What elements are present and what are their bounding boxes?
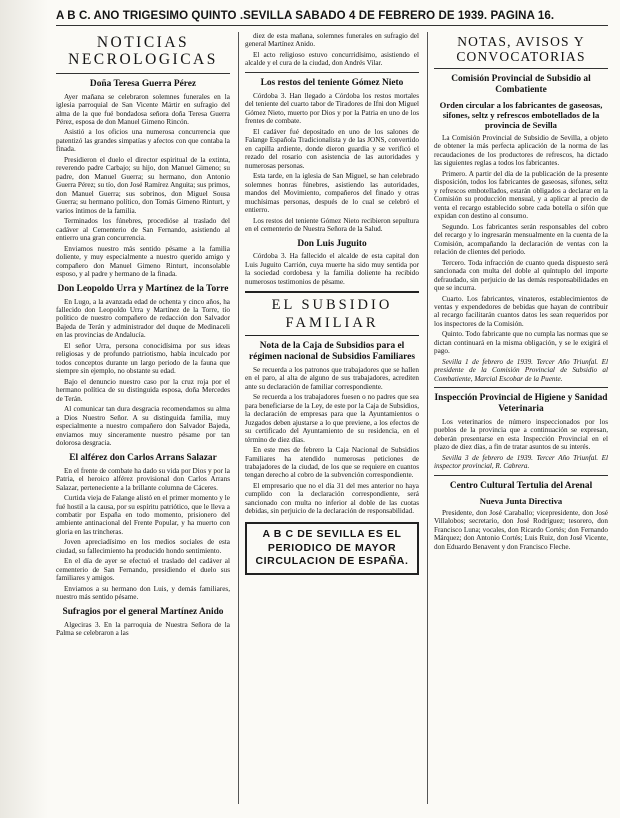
divider <box>245 72 419 73</box>
divider <box>434 475 608 476</box>
paragraph: El empresario que no el día 31 del mes anterior no haya cumplido con la declaración correspondiente, será sancionado con multa no inferior al doble de las cuotas debidas, sin perjuicio de la declaración de responsabilidad. <box>245 481 419 516</box>
article-title: Los restos del teniente Gómez Nieto <box>260 77 404 88</box>
paragraph: diez de esta mañana, solemnes funerales en sufragio del general Martínez Anido. <box>245 32 419 49</box>
paragraph: La Comisión Provincial de Subsidio de Sevilla, a objeto de obtener la más perfecta aplicación de la norma de las recaudaciones de los productores de refrescos, ha dictado las siguientes reglas a todos los fabricantes. <box>434 133 608 168</box>
section-title-necrologicas: NOTICIAS NECROLOGICAS <box>68 34 218 69</box>
paragraph: Terminados los fúnebres, procedióse al traslado del cadáver al Cementerio de San Fernando, asistiendo al entierro una gran concurrencia. <box>56 217 230 243</box>
paragraph: Los restos del teniente Gómez Nieto recibieron sepultura en el cementerio de Nuestra Señora de la Salud. <box>245 216 419 234</box>
divider <box>434 387 608 388</box>
paragraph: En el día de ayer se efectuó el traslado del cadáver al cementerio de San Fernando, presidiendo el duelo sus familiares y amigos. <box>56 557 230 583</box>
paragraph: Se recuerda a los patronos que trabajadores que se hallen en el paro, al alta de alguno de sus trabajadores, acrediten ante su declaración de familiar correspondiente. <box>245 365 419 391</box>
paragraph: El señor Urra, persona conocidísima por sus ideas religiosas y de profundo patriotismo, había inculcado por todos conceptos durante un largo periodo de la fauna que siempre sin ejemplo, no obstante su edad. <box>56 341 230 376</box>
paragraph: Presidente, don José Caraballo; vicepresidente, don José Villalobos; secretario, don José Rodríguez; tesorero, don Francisco Luna; vocales, don Ricardo Cortés; don Fernando Márquez; don Antonio Cortés; Luis Ruiz, don José Vicente, don Eduardo Benavent y don Francisco Fleche. <box>434 509 608 551</box>
paragraph: Córdoba 3. Ha fallecido el alcalde de esta capital don Luis Juguito Carrión, cuya muerte ha sido muy sentida por la sociedad cordobesa y la familia doliente ha recibido numerosos testimonios de pésame. <box>245 252 419 286</box>
paragraph: En este mes de febrero la Caja Nacional de Subsidios Familiares ha atendido numerosas peticiones de trabajadores de la ciudad, de los que se requiere en cuantos tengan derecho al cobro de la subvención correspondiente. <box>245 446 419 480</box>
paragraph: Quinto. Todo fabricante que no cumpla las normas que se dictan continuará en la misma obligación, y se le exigirá el pago. <box>434 330 608 356</box>
page-gutter <box>0 0 48 818</box>
divider <box>56 73 230 74</box>
obituary-title: Doña Teresa Guerra Pérez <box>89 78 197 89</box>
paragraph: Esta tarde, en la iglesia de San Miguel, se han celebrado solemnes honras fúnebres, asistiendo las autoridades, mandos del Movimiento, compañeros del finado y otras muchísimas personas, después de lo cual se celebró el entierro. <box>245 172 419 215</box>
article-title: Don Luis Juguito <box>297 238 367 249</box>
article-title: Centro Cultural Tertulia del Arenal <box>449 480 593 491</box>
columns <box>56 32 608 804</box>
signature: Sevilla 1 de febrero de 1939. Tercer Año Triunfal. El presidente de la Comisión Provincial de Subsidio al Combatiente, Marcial Escobar de la Puente. <box>434 357 608 383</box>
column-middle <box>238 32 419 804</box>
obituary-title: Sufragios por el general Martínez Anido <box>62 606 224 617</box>
paragraph: Curtida vieja de Falange alistó en el primer momento y le fué hostil a la causa, por su espíritu patriótico, que le lleva a combatir por España en todo momento, prisionero del ambiente antinacional del Frente Popular, y ha muerto con gloria en las trincheras. <box>56 494 230 536</box>
section-title-avisos: NOTAS, AVISOS Y CONVOCATORIAS <box>456 34 586 65</box>
article-title: Inspección Provincial de Higiene y Sanidad Veterinaria <box>434 393 608 415</box>
column-right <box>427 32 608 804</box>
paragraph: El acto religioso estuvo concurridísimo, asistiendo el alcalde y el cura de la ciudad, don Andrés Vilar. <box>245 50 419 68</box>
paragraph: Bajo el denuncio nuestro caso por la cruz roja por el hermano política de su distinguida esposa, doña Mercedes de Terán. <box>56 377 230 403</box>
paragraph: Presidieron el duelo el director espiritual de la extinta, reverendo padre Carbajo; su hijo, don Manuel Gimeno; su padre, don Manuel Guerra; su hermano, don Antonio Guerra Pérez; su tío, don José Ramírez Anguita; sus primos, don Manuel Guerra; sus sobrinos, don Miguel Sousa Guerra; su hermano político, don Tomás Gimeno Rinturt, y varios íntimos de la familia. <box>56 155 230 215</box>
article-subtitle: Orden circular a los fabricantes de gaseosas, sifones, seltz y refrescos embotellados de la provincia de Sevilla <box>439 99 603 131</box>
paragraph: Cuarto. Los fabricantes, vinateros, establecimientos de ventas y expendedores de bebidas que hayan de contribuir al recargo facilitarán cuantos datos les sean requeridos por los inspectores de la Comisión. <box>434 294 608 328</box>
paragraph: Córdoba 3. Han llegado a Córdoba los restos mortales del teniente del cuarto tabor de Tiradores de Ifni don Miguel Gómez Nieto, muerto por Dios y por la Patria en uno de los frentes de combate. <box>245 91 419 126</box>
article-title: Comisión Provincial de Subsidio al Combatiente <box>451 74 591 96</box>
paragraph: Tercero. Toda infracción de cuanto queda dispuesto será sancionada con multa del doble al quíntuplo del importe defraudado, sin perjuicio de las demás responsabilidades en que se incurra. <box>434 258 608 293</box>
divider <box>434 68 608 69</box>
signature: Sevilla 3 de febrero de 1939. Tercer Año Triunfal. El inspector provincial, R. Cabrera. <box>434 453 608 471</box>
paragraph: Al comunicar tan dura desgracia recomendamos su alma a Dios Nuestro Señor. A su distinguida familia, muy especialmente a nuestro compañero don Salvador Bajeda, enviamos muy sinceramente nuestro pésame por tan dolorosa desgracia. <box>56 405 230 448</box>
paragraph: El cadáver fué depositado en uno de los salones de Falange Española Tradicionalista y de las JONS, convertido en capilla ardiente, donde dieron guardia y se verificó el rezado del rosario con asistencia de las autoridades y numerosas personas. <box>245 127 419 170</box>
obituary-title: El alférez don Carlos Arrans Salazar <box>69 452 217 463</box>
advertisement-box: A B C DE SEVILLA ES EL PERIODICO DE MAYOR CIRCULACION DE ESPAÑA. <box>245 522 419 575</box>
article-subtitle: Nueva Junta Directiva <box>479 495 563 506</box>
paragraph: Los veterinarios de número inspeccionados por los pueblos de la provincia que a continuación se expresan, deberán presentarse en esta Inspección Provincial en el plazo de diez días, a fin de tratar asuntos de su interés. <box>434 417 608 452</box>
paragraph: Segundo. Los fabricantes serán responsables del cobro del recargo y lo ingresarán mensualmente en la cuenta de la Comisión, acompañando la declaración de ventas con la relación de clientes del periodo. <box>434 222 608 257</box>
paragraph: Enviamos a su hermano don Luis, y demás familiares, nuestro más sentido pésame. <box>56 584 230 602</box>
article-title: Nota de la Caja de Subsidios para el régimen nacional de Subsidios Familiares <box>249 341 415 362</box>
paragraph: Se recuerda a los trabajadores fuesen o no padres que sea para beneficiarse de la Ley, de este por la Caja de Subsidios, la declaración de empresas para que la Ayuntamientos o Juzgados deben ajustarse a lo que previene, a los efectos de su certificado del Ayuntamiento de su residencia, en el término de diez días. <box>245 393 419 444</box>
paragraph: Algeciras 3. En la parroquia de Nuestra Señora de la Palma se celebraron a las <box>56 620 230 638</box>
subsidio-title: EL SUBSIDIO FAMILIAR <box>271 297 393 331</box>
page-header: A B C. AÑO TRIGESIMO QUINTO .SEVILLA SABADO 4 DE FEBRERO DE 1939. PAGINA 16. <box>56 10 608 26</box>
paragraph: Ayer mañana se celebraron solemnes funerales en la iglesia parroquial de San Vicente Mártir en sufragio del alma de la que fué bondadosa señora doña Teresa Guerra Pérez, esposa de don Manuel Gimeno Rincón. <box>56 92 230 126</box>
subsidio-box <box>245 291 419 336</box>
paragraph: Enviamos nuestro más sentido pésame a la familia doliente, y muy especialmente a nuestro querido amigo y compañero don Manuel Gimeno Rinturt, inconsolable esposo, y al padre y hermano de la finada. <box>56 244 230 279</box>
paragraph: Joven apreciadísimo en los medios sociales de esta ciudad, su fallecimiento ha producido hondo sentimiento. <box>56 538 230 555</box>
obituary-title: Don Leopoldo Urra y Martínez de la Torre <box>57 283 229 294</box>
paragraph: Primero. A partir del día de la publicación de la presente disposición, todos los fabricantes de gaseosas, sifones, seltz y refrescos embotellados, estarán obligados a declarar en la Comisión su producción mensual, y a aplicar al precio de venta el recargo establecido sobre cada botella o sifón que expidan con destino al consumo. <box>434 169 608 221</box>
paragraph: Asistió a los oficios una numerosa concurrencia que patentizó las grandes simpatías y afectos con que contaba la finada. <box>56 128 230 154</box>
column-left <box>56 32 230 804</box>
paragraph: En Lugo, a la avanzada edad de ochenta y cinco años, ha fallecido don Leopoldo Urra y Martínez de la Torre, tío político de nuestro compañero de redacción don Salvador Bajeda de Terán y administrador del duque de Medinaceli en las provincias de Andalucía. <box>56 297 230 340</box>
paragraph: En el frente de combate ha dado su vida por Dios y por la Patria, el heroico alférez provisional don Carlos Arrans Salazar, perteneciente a la brillante columna de Cáceres. <box>56 466 230 492</box>
